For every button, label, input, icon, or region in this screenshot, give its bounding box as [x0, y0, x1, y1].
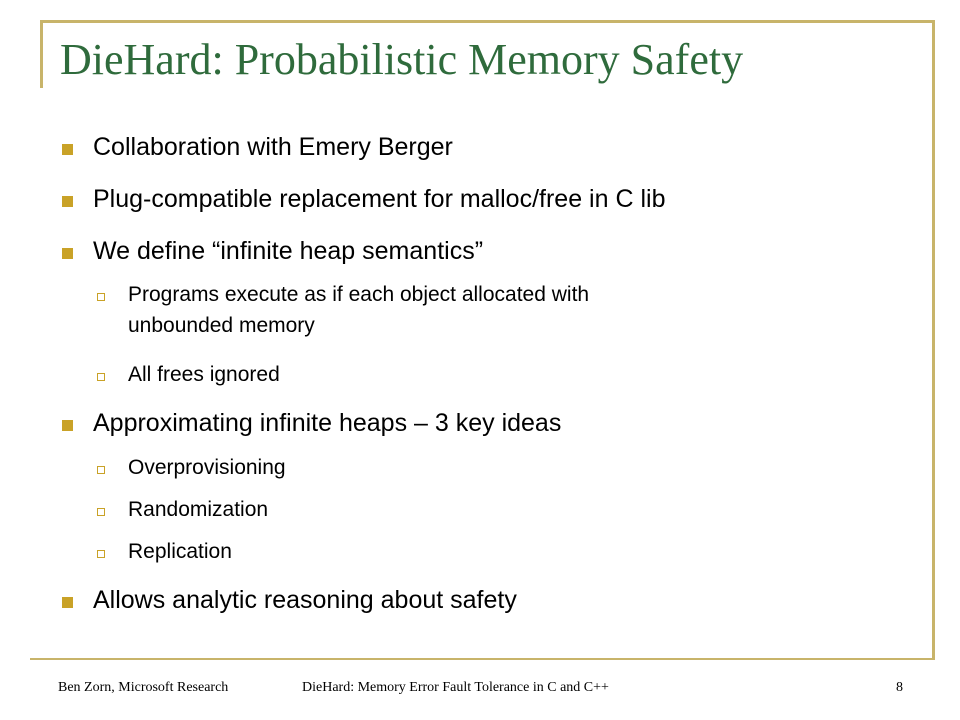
bullet-item: Collaboration with Emery Berger	[93, 133, 453, 161]
sub-bullet-item: Randomization	[128, 498, 269, 521]
sub-bullet-item-continuation: unbounded memory	[128, 314, 315, 337]
hollow-square-bullet-icon	[97, 373, 105, 381]
square-bullet-icon	[62, 248, 73, 259]
footer-talk-title: DieHard: Memory Error Fault Tolerance in C and C++	[302, 680, 609, 695]
hollow-square-bullet-icon	[97, 293, 105, 301]
square-bullet-icon	[62, 597, 73, 608]
square-bullet-icon	[62, 144, 73, 155]
hollow-square-bullet-icon	[97, 550, 105, 558]
square-bullet-icon	[62, 196, 73, 207]
bullet-item: We define “infinite heap semantics”	[93, 237, 484, 265]
slide-title: DieHard: Probabilistic Memory Safety	[60, 35, 744, 84]
footer-page-number: 8	[896, 680, 903, 695]
bullet-item: Plug-compatible replacement for malloc/free in C lib	[93, 185, 666, 213]
sub-bullet-item: Replication	[128, 540, 232, 563]
square-bullet-icon	[62, 420, 73, 431]
hollow-square-bullet-icon	[97, 508, 105, 516]
sub-bullet-item: Overprovisioning	[128, 456, 286, 479]
footer-author: Ben Zorn, Microsoft Research	[58, 680, 229, 695]
bullet-item: Allows analytic reasoning about safety	[93, 586, 517, 614]
sub-bullet-item: All frees ignored	[128, 363, 280, 386]
bullet-item: Approximating infinite heaps – 3 key ideas	[93, 409, 562, 437]
hollow-square-bullet-icon	[97, 466, 105, 474]
sub-bullet-item: Programs execute as if each object allocated with	[128, 283, 590, 306]
